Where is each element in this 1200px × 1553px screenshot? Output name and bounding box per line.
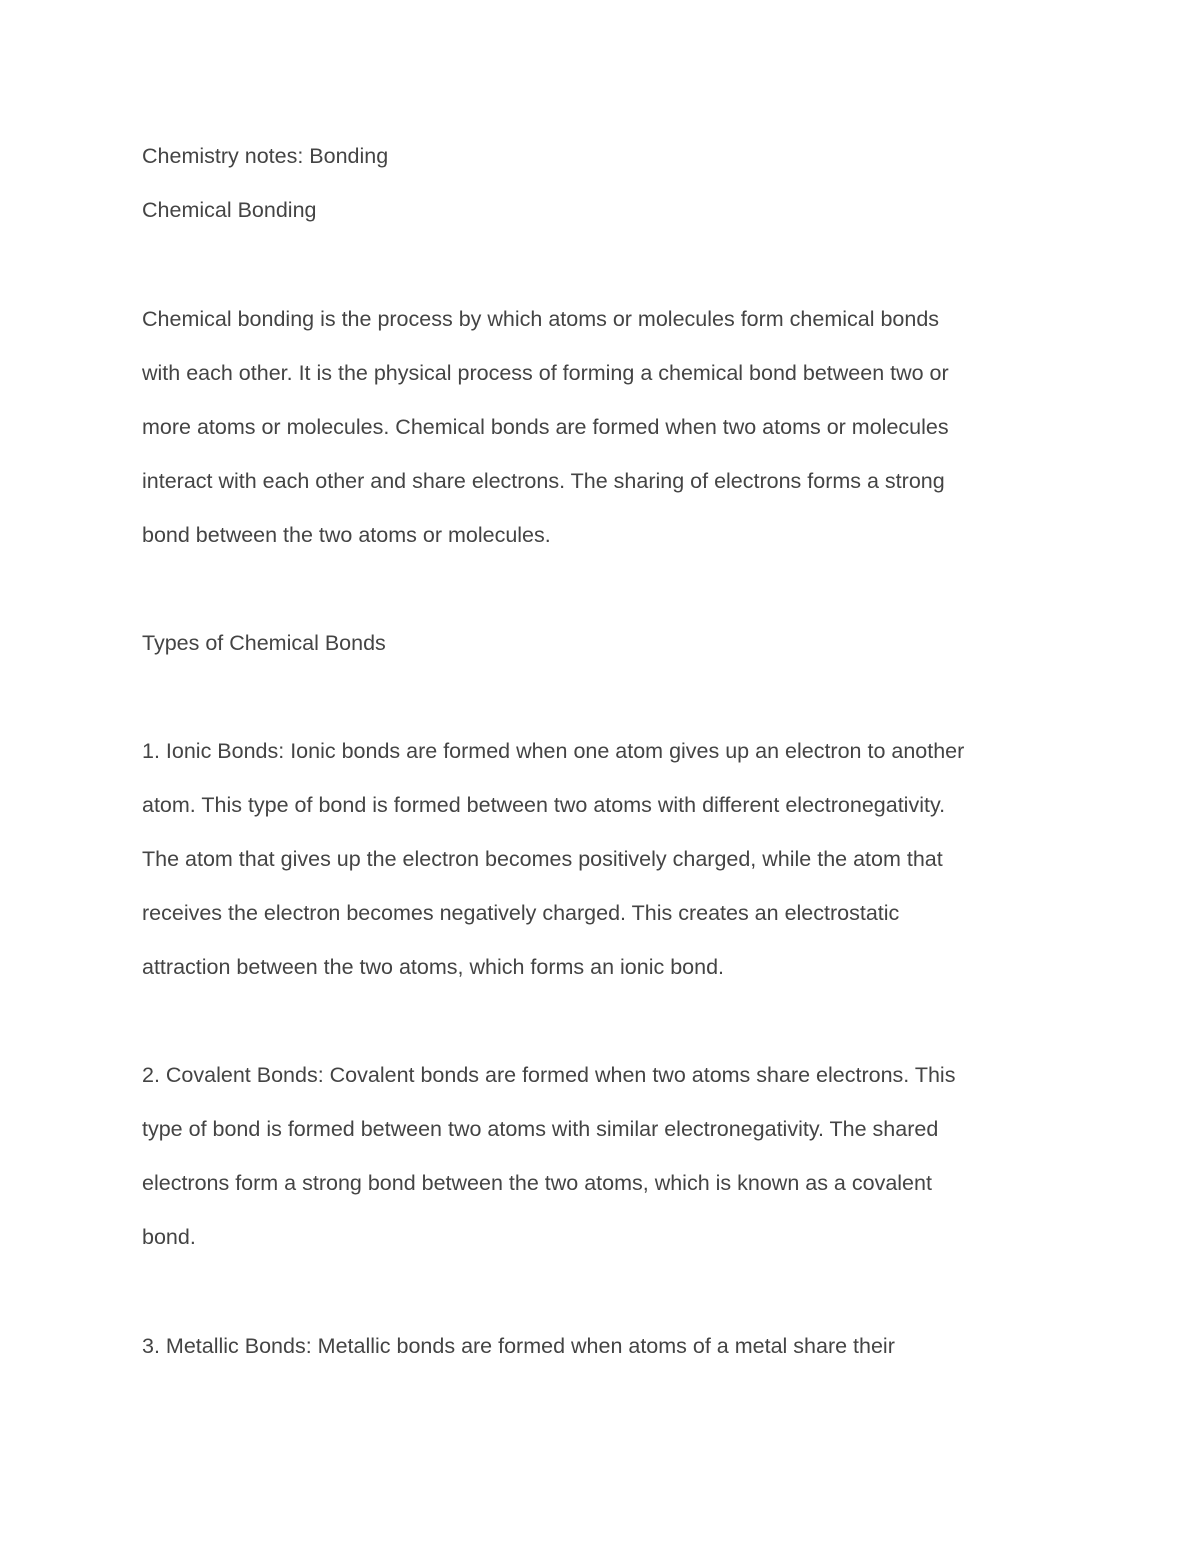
list-item-line: electrons form a strong bond between the two atoms, which is known as a covalent bbox=[142, 1171, 932, 1195]
list-item-line: bond. bbox=[142, 1225, 196, 1249]
paragraph-line: with each other. It is the physical process of forming a chemical bond between two or bbox=[142, 361, 949, 385]
list-item-line: 3. Metallic Bonds: Metallic bonds are formed when atoms of a metal share their bbox=[142, 1334, 895, 1358]
list-item-line: 2. Covalent Bonds: Covalent bonds are formed when two atoms share electrons. This bbox=[142, 1063, 956, 1087]
subsection-heading: Types of Chemical Bonds bbox=[142, 631, 386, 655]
paragraph-line: Chemical bonding is the process by which atoms or molecules form chemical bonds bbox=[142, 307, 940, 331]
paragraph-line: bond between the two atoms or molecules. bbox=[142, 523, 551, 547]
list-item-line: atom. This type of bond is formed between two atoms with different electronegativity. bbox=[142, 793, 946, 817]
paragraph-line: more atoms or molecules. Chemical bonds are formed when two atoms or molecules bbox=[142, 415, 949, 439]
section-heading: Chemical Bonding bbox=[142, 198, 317, 222]
list-item-line: type of bond is formed between two atoms with similar electronegativity. The shared bbox=[142, 1117, 939, 1141]
list-item-line: receives the electron becomes negatively charged. This creates an electrostatic bbox=[142, 901, 900, 925]
paragraph-line: interact with each other and share electrons. The sharing of electrons forms a strong bbox=[142, 469, 945, 493]
document-title: Chemistry notes: Bonding bbox=[142, 144, 389, 168]
list-item-line: attraction between the two atoms, which forms an ionic bond. bbox=[142, 955, 725, 979]
list-item-line: 1. Ionic Bonds: Ionic bonds are formed when one atom gives up an electron to another bbox=[142, 739, 965, 763]
list-item-line: The atom that gives up the electron becomes positively charged, while the atom that bbox=[142, 847, 943, 871]
